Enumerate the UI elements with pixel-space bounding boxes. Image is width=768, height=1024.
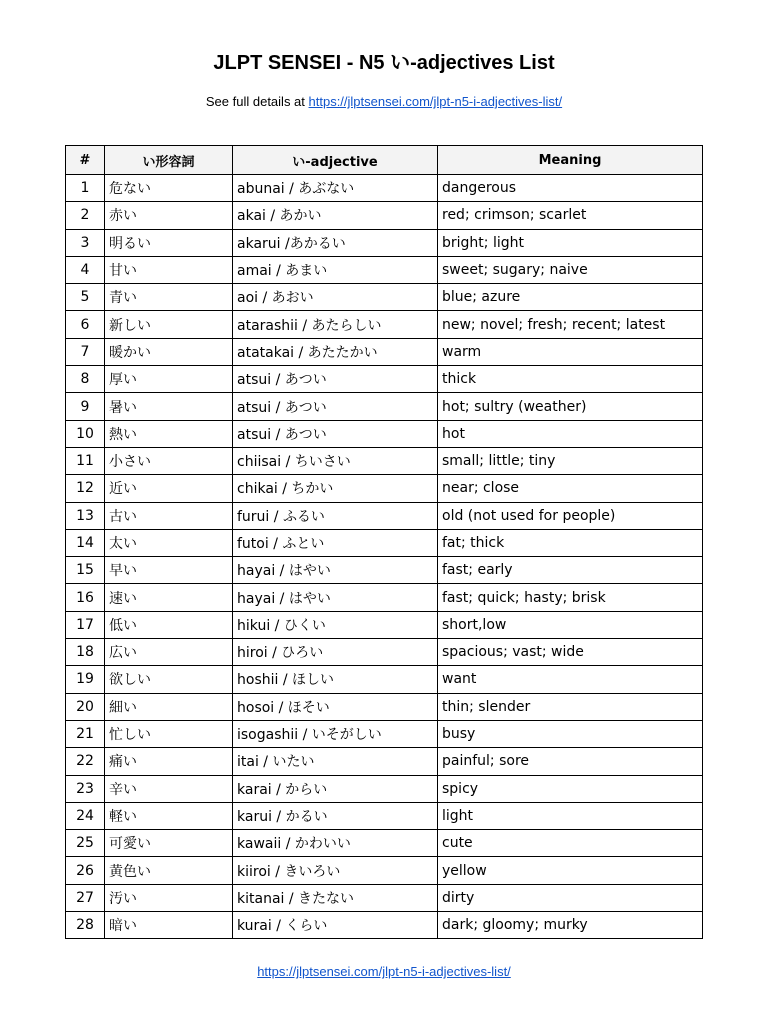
- table-row: [66, 775, 703, 802]
- kanji-cell: 広い: [105, 639, 233, 666]
- reading-cell: atsui / あつい: [233, 420, 438, 447]
- reading-cell: furui / ふるい: [233, 502, 438, 529]
- kanji-cell: 汚い: [105, 884, 233, 911]
- reading-cell: hikui / ひくい: [233, 611, 438, 638]
- table-row: [66, 502, 703, 529]
- table-row: [66, 420, 703, 447]
- kanji-cell: 欲しい: [105, 666, 233, 693]
- kanji-cell: 黄色い: [105, 857, 233, 884]
- kanji-cell: 危ない: [105, 175, 233, 202]
- table-row: [66, 529, 703, 556]
- row-number: 21: [66, 720, 105, 747]
- reading-cell: hosoi / ほそい: [233, 693, 438, 720]
- column-header-reading: い-adjective: [233, 146, 438, 175]
- table-row: [66, 666, 703, 693]
- meaning-cell: small; little; tiny: [438, 447, 703, 474]
- kanji-cell: 甘い: [105, 256, 233, 283]
- reading-cell: chikai / ちかい: [233, 475, 438, 502]
- meaning-cell: want: [438, 666, 703, 693]
- meaning-cell: old (not used for people): [438, 502, 703, 529]
- meaning-cell: hot; sultry (weather): [438, 393, 703, 420]
- row-number: 12: [66, 475, 105, 502]
- kanji-cell: 暗い: [105, 912, 233, 939]
- row-number: 10: [66, 420, 105, 447]
- table-row: [66, 639, 703, 666]
- row-number: 6: [66, 311, 105, 338]
- meaning-cell: warm: [438, 338, 703, 365]
- reading-cell: itai / いたい: [233, 748, 438, 775]
- reading-cell: atsui / あつい: [233, 393, 438, 420]
- meaning-cell: light: [438, 802, 703, 829]
- table-row: [66, 830, 703, 857]
- row-number: 15: [66, 557, 105, 584]
- meaning-cell: fast; early: [438, 557, 703, 584]
- table-row: [66, 557, 703, 584]
- row-number: 26: [66, 857, 105, 884]
- reading-cell: hoshii / ほしい: [233, 666, 438, 693]
- reading-cell: kawaii / かわいい: [233, 830, 438, 857]
- row-number: 9: [66, 393, 105, 420]
- reading-cell: karui / かるい: [233, 802, 438, 829]
- meaning-cell: fast; quick; hasty; brisk: [438, 584, 703, 611]
- meaning-cell: short,low: [438, 611, 703, 638]
- kanji-cell: 熱い: [105, 420, 233, 447]
- row-number: 1: [66, 175, 105, 202]
- subtitle-prefix: See full details at: [205, 94, 309, 109]
- table-row: [66, 447, 703, 474]
- meaning-cell: painful; sore: [438, 748, 703, 775]
- row-number: 7: [66, 338, 105, 365]
- reading-cell: hayai / はやい: [233, 557, 438, 584]
- table-header-row: [66, 146, 703, 175]
- row-number: 2: [66, 202, 105, 229]
- table-row: [66, 475, 703, 502]
- meaning-cell: hot: [438, 420, 703, 447]
- adjectives-table: [65, 145, 703, 939]
- row-number: 18: [66, 639, 105, 666]
- meaning-cell: dangerous: [438, 175, 703, 202]
- row-number: 4: [66, 256, 105, 283]
- page-title: JLPT SENSEI - N5 い-adjectives List: [213, 52, 555, 74]
- meaning-cell: dark; gloomy; murky: [438, 912, 703, 939]
- reading-cell: hayai / はやい: [233, 584, 438, 611]
- row-number: 22: [66, 748, 105, 775]
- table-row: [66, 748, 703, 775]
- kanji-cell: 赤い: [105, 202, 233, 229]
- kanji-cell: 軽い: [105, 802, 233, 829]
- row-number: 5: [66, 284, 105, 311]
- reading-cell: atarashii / あたらしい: [233, 311, 438, 338]
- table-row: [66, 693, 703, 720]
- reading-cell: akai / あかい: [233, 202, 438, 229]
- kanji-cell: 古い: [105, 502, 233, 529]
- meaning-cell: near; close: [438, 475, 703, 502]
- table-row: [66, 584, 703, 611]
- table-row: [66, 256, 703, 283]
- table-row: [66, 311, 703, 338]
- table-row: [66, 393, 703, 420]
- table-row: [66, 720, 703, 747]
- row-number: 27: [66, 884, 105, 911]
- reading-cell: futoi / ふとい: [233, 529, 438, 556]
- kanji-cell: 可愛い: [105, 830, 233, 857]
- column-header-number: #: [66, 146, 105, 175]
- kanji-cell: 太い: [105, 529, 233, 556]
- table-row: [66, 202, 703, 229]
- footer-link[interactable]: https://jlptsensei.com/jlpt-n5-i-adjectives-list/: [257, 964, 511, 979]
- row-number: 17: [66, 611, 105, 638]
- meaning-cell: blue; azure: [438, 284, 703, 311]
- table-row: [66, 857, 703, 884]
- subtitle: [0, 93, 768, 111]
- reading-cell: kiiroi / きいろい: [233, 857, 438, 884]
- kanji-cell: 痛い: [105, 748, 233, 775]
- kanji-cell: 暑い: [105, 393, 233, 420]
- row-number: 25: [66, 830, 105, 857]
- row-number: 13: [66, 502, 105, 529]
- meaning-cell: bright; light: [438, 229, 703, 256]
- meaning-cell: cute: [438, 830, 703, 857]
- column-header-meaning: Meaning: [438, 146, 703, 175]
- kanji-cell: 暖かい: [105, 338, 233, 365]
- reading-cell: abunai / あぶない: [233, 175, 438, 202]
- kanji-cell: 細い: [105, 693, 233, 720]
- reading-cell: atsui / あつい: [233, 366, 438, 393]
- table-row: [66, 884, 703, 911]
- kanji-cell: 青い: [105, 284, 233, 311]
- table-row: [66, 912, 703, 939]
- meaning-cell: busy: [438, 720, 703, 747]
- details-link[interactable]: https://jlptsensei.com/jlpt-n5-i-adjectives-list/: [308, 94, 563, 109]
- row-number: 8: [66, 366, 105, 393]
- kanji-cell: 低い: [105, 611, 233, 638]
- meaning-cell: thick: [438, 366, 703, 393]
- meaning-cell: new; novel; fresh; recent; latest: [438, 311, 703, 338]
- reading-cell: karai / からい: [233, 775, 438, 802]
- row-number: 3: [66, 229, 105, 256]
- reading-cell: hiroi / ひろい: [233, 639, 438, 666]
- meaning-cell: spicy: [438, 775, 703, 802]
- row-number: 19: [66, 666, 105, 693]
- table-row: [66, 366, 703, 393]
- table-row: [66, 611, 703, 638]
- table-row: [66, 175, 703, 202]
- meaning-cell: fat; thick: [438, 529, 703, 556]
- column-header-kanji: い形容詞: [105, 146, 233, 175]
- footer: [0, 963, 768, 981]
- kanji-cell: 厚い: [105, 366, 233, 393]
- meaning-cell: red; crimson; scarlet: [438, 202, 703, 229]
- meaning-cell: thin; slender: [438, 693, 703, 720]
- kanji-cell: 辛い: [105, 775, 233, 802]
- kanji-cell: 近い: [105, 475, 233, 502]
- kanji-cell: 明るい: [105, 229, 233, 256]
- table-row: [66, 284, 703, 311]
- table-row: [66, 229, 703, 256]
- kanji-cell: 新しい: [105, 311, 233, 338]
- meaning-cell: dirty: [438, 884, 703, 911]
- reading-cell: amai / あまい: [233, 256, 438, 283]
- kanji-cell: 忙しい: [105, 720, 233, 747]
- table-row: [66, 802, 703, 829]
- meaning-cell: spacious; vast; wide: [438, 639, 703, 666]
- reading-cell: aoi / あおい: [233, 284, 438, 311]
- reading-cell: akarui /あかるい: [233, 229, 438, 256]
- row-number: 16: [66, 584, 105, 611]
- meaning-cell: sweet; sugary; naive: [438, 256, 703, 283]
- row-number: 20: [66, 693, 105, 720]
- table-row: [66, 338, 703, 365]
- reading-cell: atatakai / あたたかい: [233, 338, 438, 365]
- row-number: 14: [66, 529, 105, 556]
- row-number: 24: [66, 802, 105, 829]
- meaning-cell: yellow: [438, 857, 703, 884]
- reading-cell: kurai / くらい: [233, 912, 438, 939]
- reading-cell: isogashii / いそがしい: [233, 720, 438, 747]
- kanji-cell: 速い: [105, 584, 233, 611]
- kanji-cell: 早い: [105, 557, 233, 584]
- row-number: 23: [66, 775, 105, 802]
- reading-cell: kitanai / きたない: [233, 884, 438, 911]
- reading-cell: chiisai / ちいさい: [233, 447, 438, 474]
- kanji-cell: 小さい: [105, 447, 233, 474]
- row-number: 11: [66, 447, 105, 474]
- row-number: 28: [66, 912, 105, 939]
